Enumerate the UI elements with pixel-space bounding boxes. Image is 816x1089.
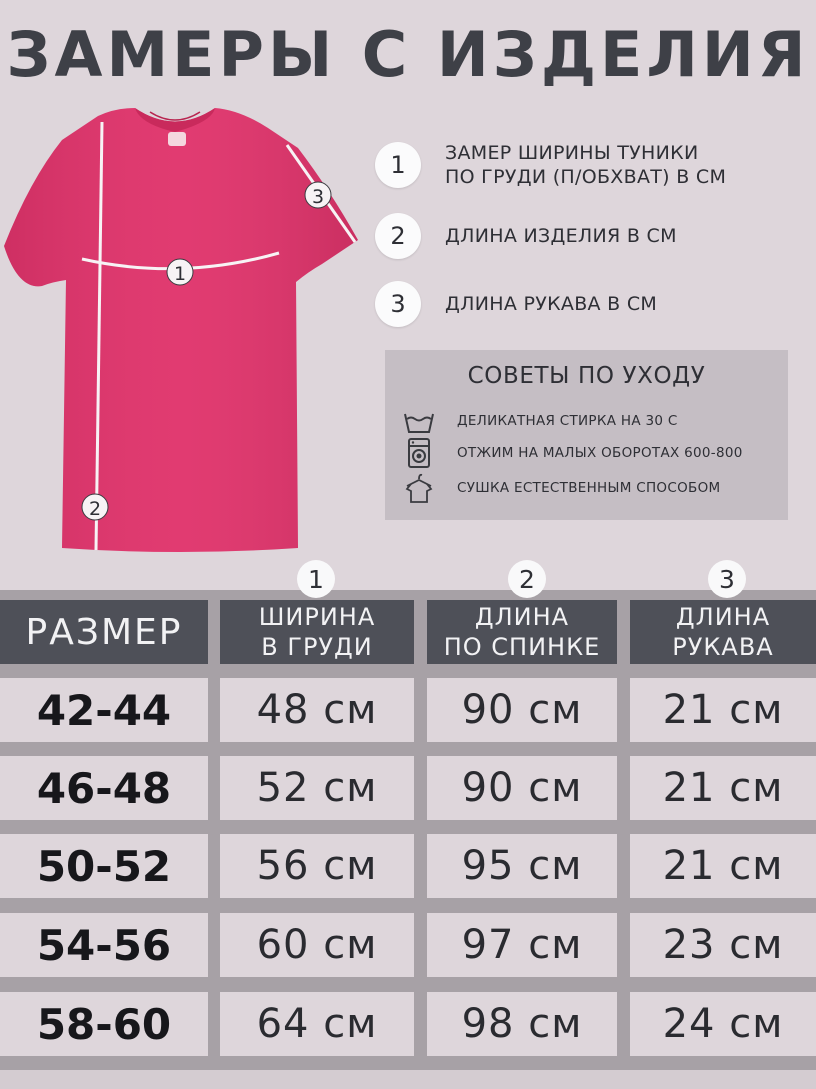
back-length-cell: 90 см bbox=[427, 756, 617, 820]
sleeve-length-cell: 21 см bbox=[630, 834, 816, 898]
tunic-diagram bbox=[0, 100, 370, 555]
chest-width-cell: 52 см bbox=[220, 756, 414, 820]
chest-width-cell: 56 см bbox=[220, 834, 414, 898]
chest-width-cell: 64 см bbox=[220, 992, 414, 1056]
sleeve-length-cell: 21 см bbox=[630, 678, 816, 742]
marker-2 bbox=[82, 494, 108, 520]
back-length-cell: 97 см bbox=[427, 913, 617, 977]
header-back-length: ДЛИНА ПО СПИНКЕ bbox=[427, 600, 617, 664]
page-title: ЗАМЕРЫ С ИЗДЕЛИЯ bbox=[6, 18, 810, 91]
legend-number-2: 2 bbox=[375, 213, 421, 259]
sleeve-length-cell: 21 см bbox=[630, 756, 816, 820]
care-text-wash: ДЕЛИКАТНАЯ СТИРКА НА 30 С bbox=[457, 413, 678, 429]
care-item-wash bbox=[403, 406, 678, 436]
header-size: РАЗМЕР bbox=[0, 600, 208, 664]
legend-item-chest bbox=[375, 140, 726, 190]
back-length-cell: 90 см bbox=[427, 678, 617, 742]
size-cell: 58-60 bbox=[0, 992, 208, 1056]
care-title: СОВЕТЫ ПО УХОДУ bbox=[467, 363, 706, 389]
care-item-dry bbox=[403, 473, 720, 503]
care-text-dry: СУШКА ЕСТЕСТВЕННЫМ СПОСОБОМ bbox=[457, 480, 721, 496]
neck-label bbox=[168, 132, 186, 146]
chest-width-cell: 48 см bbox=[220, 678, 414, 742]
column-number-2: 2 bbox=[508, 560, 546, 598]
chest-width-cell: 60 см bbox=[220, 913, 414, 977]
back-length-cell: 95 см bbox=[427, 834, 617, 898]
size-cell: 50-52 bbox=[0, 834, 208, 898]
column-number-3: 3 bbox=[708, 560, 746, 598]
hanging-shirt-icon bbox=[403, 473, 435, 503]
marker-1 bbox=[167, 259, 193, 285]
legend-number-3: 3 bbox=[375, 281, 421, 327]
care-text-spin: ОТЖИМ НА МАЛЫХ ОБОРОТАХ 600-800 bbox=[457, 445, 743, 461]
size-cell: 42-44 bbox=[0, 678, 208, 742]
svg-text:1: 1 bbox=[173, 263, 187, 285]
legend-number-1: 1 bbox=[375, 142, 421, 188]
care-item-spin bbox=[403, 438, 743, 468]
wash-basin-icon bbox=[403, 406, 435, 436]
sleeve-length-cell: 23 см bbox=[630, 913, 816, 977]
header-chest-width: ШИРИНА В ГРУДИ bbox=[220, 600, 414, 664]
column-number-1: 1 bbox=[297, 560, 335, 598]
back-length-cell: 98 см bbox=[427, 992, 617, 1056]
svg-text:3: 3 bbox=[311, 186, 325, 208]
legend-text-sleeve: ДЛИНА РУКАВА В СМ bbox=[445, 293, 658, 315]
marker-3 bbox=[305, 182, 331, 208]
legend-text-chest: ЗАМЕР ШИРИНЫ ТУНИКИ ПО ГРУДИ (П/ОБХВАТ) В СМ bbox=[445, 142, 727, 188]
size-cell: 46-48 bbox=[0, 756, 208, 820]
size-cell: 54-56 bbox=[0, 913, 208, 977]
legend-item-sleeve bbox=[375, 279, 657, 329]
svg-text:2: 2 bbox=[88, 498, 102, 520]
sleeve-length-cell: 24 см bbox=[630, 992, 816, 1056]
legend-item-length bbox=[375, 211, 677, 261]
washing-machine-icon bbox=[403, 438, 435, 468]
bottom-strip bbox=[0, 1070, 816, 1089]
care-panel bbox=[385, 350, 788, 520]
legend-text-length: ДЛИНА ИЗДЕЛИЯ В СМ bbox=[445, 225, 677, 247]
header-sleeve-length: ДЛИНА РУКАВА bbox=[630, 600, 816, 664]
